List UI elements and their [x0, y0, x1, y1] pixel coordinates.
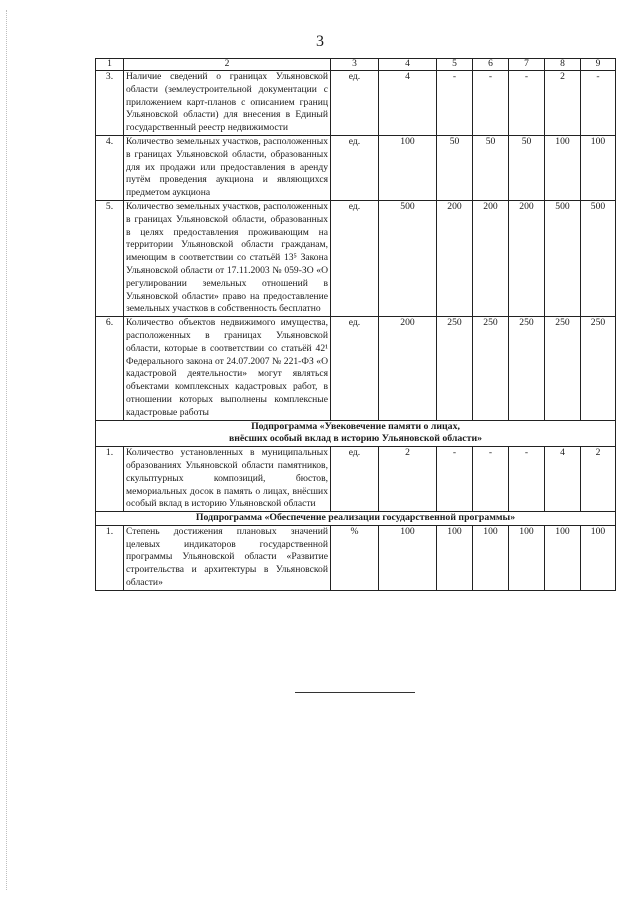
column-header: 3 — [331, 59, 379, 71]
column-header: 6 — [473, 59, 509, 71]
value-cell: - — [473, 71, 509, 136]
row-number: 5. — [96, 200, 124, 316]
indicator-description: Степень достижения плановых значений целевых индикаторов государственной программы Ульяновской области «Развитие строительства и архитектуры в Ульяновской области» — [124, 525, 331, 590]
value-cell: 100 — [473, 525, 509, 590]
value-cell: - — [509, 447, 545, 512]
column-header: 7 — [509, 59, 545, 71]
table-row — [96, 200, 616, 316]
value-cell: 500 — [581, 200, 616, 316]
scan-edge-mark — [6, 10, 7, 890]
column-header: 8 — [545, 59, 581, 71]
row-number: 1. — [96, 447, 124, 512]
value-cell: - — [581, 71, 616, 136]
indicator-description: Количество земельных участков, расположенных в границах Ульяновской области, образованных для их продажи или предоставления в аренду путём проведения аукциона и являющихся предметом аукциона — [124, 135, 331, 200]
value-cell: 200 — [473, 200, 509, 316]
value-cell: 50 — [473, 135, 509, 200]
value-cell: 200 — [437, 200, 473, 316]
table-row — [96, 71, 616, 136]
subprogram-heading-line: Подпрограмма «Увековечение памяти о лицах, — [251, 420, 460, 432]
column-header: 1 — [96, 59, 124, 71]
value-cell: 4 — [545, 447, 581, 512]
value-cell: 250 — [509, 317, 545, 420]
indicator-description: Количество объектов недвижимого имущества, расположенных в границах Ульяновской области, которые в соответствии со статьёй 42¹ Федерального закона от 24.07.2007 № 221-ФЗ «О кадастровой деятельности» могут являться объектами комплексных кадастровых работ, в отношении которых выполнены комплексные кадастровые работы — [124, 317, 331, 420]
value-cell: 250 — [581, 317, 616, 420]
subprogram-heading-row — [96, 512, 616, 526]
indicators-table — [95, 58, 616, 591]
indicator-description: Наличие сведений о границах Ульяновской области (землеустроительной документации с приложением карт-планов с описанием границ Ульяновской области) для внесения в Единый государственный реестр недвижимости — [124, 71, 331, 136]
value-cell: - — [437, 71, 473, 136]
column-header: 4 — [379, 59, 437, 71]
value-cell: 2 — [581, 447, 616, 512]
value-cell: 100 — [437, 525, 473, 590]
subprogram-heading-line: внёсших особый вклад в историю Ульяновской области» — [228, 433, 483, 445]
unit-cell: % — [331, 525, 379, 590]
unit-cell: ед. — [331, 447, 379, 512]
table-row — [96, 135, 616, 200]
unit-cell: ед. — [331, 71, 379, 136]
table-row — [96, 447, 616, 512]
value-cell: 500 — [379, 200, 437, 316]
indicator-description: Количество установленных в муниципальных образованиях Ульяновской области памятников, скульптурных композиций, бюстов, мемориальных досок в память о лицах, внёсших особый вклад в историю Ульяновской области — [124, 447, 331, 512]
value-cell: 250 — [473, 317, 509, 420]
value-cell: 500 — [545, 200, 581, 316]
value-cell: 200 — [509, 200, 545, 316]
value-cell: - — [473, 447, 509, 512]
value-cell: 2 — [379, 447, 437, 512]
value-cell: 2 — [545, 71, 581, 136]
value-cell: 100 — [545, 135, 581, 200]
indicator-description: Количество земельных участков, расположенных в границах Ульяновской области, образованных в целях предоставления проживающим на территории Ульяновской области гражданам, имеющим в соответствии со статьёй 13⁵ Закона Ульяновской области от 17.11.2003 № 059-ЗО «О регулировании земельных отношений в Ульяновской области» право на предоставление земельных участков в собственность бесплатно — [124, 200, 331, 316]
table-row — [96, 317, 616, 420]
value-cell: 50 — [509, 135, 545, 200]
table-row — [96, 525, 616, 590]
row-number: 1. — [96, 525, 124, 590]
unit-cell: ед. — [331, 135, 379, 200]
subprogram-heading — [96, 420, 616, 447]
value-cell: 4 — [379, 71, 437, 136]
column-header: 2 — [124, 59, 331, 71]
column-header: 9 — [581, 59, 616, 71]
closing-line — [295, 692, 415, 693]
value-cell: 50 — [437, 135, 473, 200]
subprogram-heading: Подпрограмма «Обеспечение реализации государственной программы» — [96, 512, 616, 526]
page-number: 3 — [316, 33, 324, 50]
value-cell: 100 — [379, 135, 437, 200]
value-cell: 100 — [379, 525, 437, 590]
value-cell: 100 — [581, 525, 616, 590]
value-cell: 250 — [545, 317, 581, 420]
column-number-row — [96, 59, 616, 71]
unit-cell: ед. — [331, 200, 379, 316]
value-cell: 100 — [545, 525, 581, 590]
row-number: 3. — [96, 71, 124, 136]
row-number: 4. — [96, 135, 124, 200]
row-number: 6. — [96, 317, 124, 420]
value-cell: - — [509, 71, 545, 136]
value-cell: 100 — [581, 135, 616, 200]
column-header: 5 — [437, 59, 473, 71]
subprogram-heading-row — [96, 420, 616, 447]
value-cell: 100 — [509, 525, 545, 590]
value-cell: 250 — [437, 317, 473, 420]
value-cell: - — [437, 447, 473, 512]
value-cell: 200 — [379, 317, 437, 420]
unit-cell: ед. — [331, 317, 379, 420]
